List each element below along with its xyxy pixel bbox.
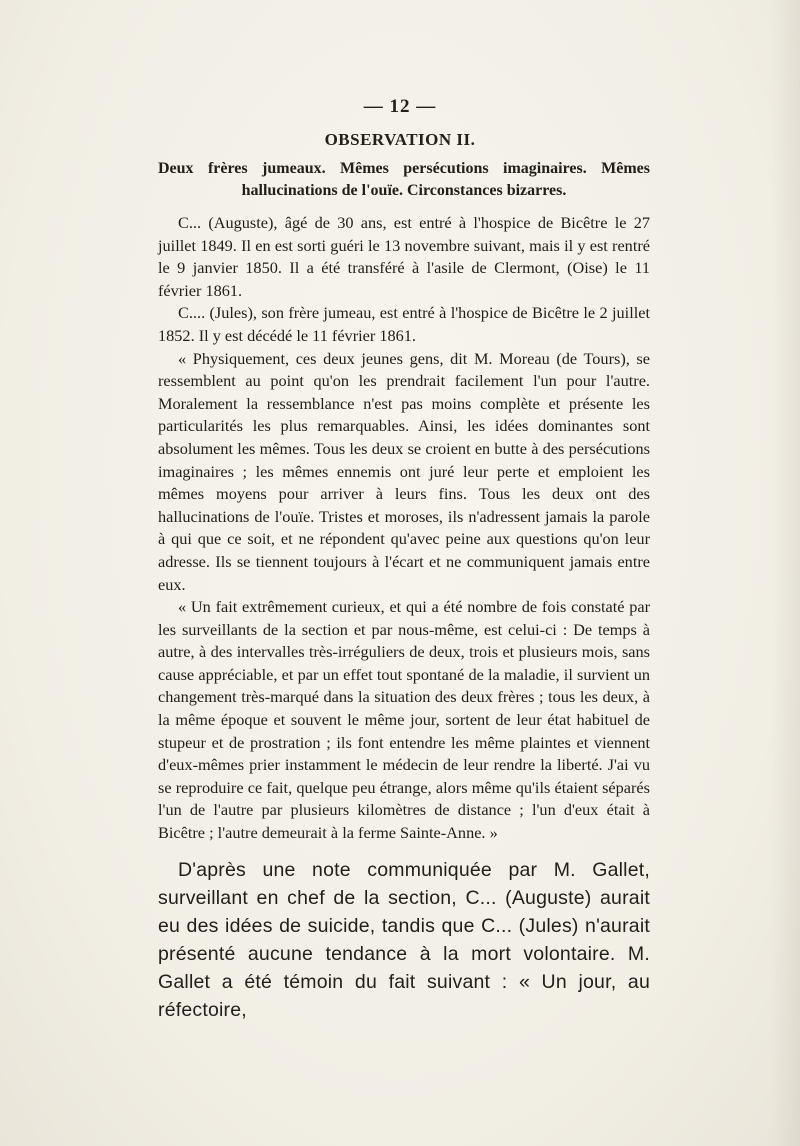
page-number: — 12 — — [363, 96, 437, 117]
observation-heading: OBSERVATION II. — [324, 130, 476, 149]
observation-summary: Deux frères jumeaux. Mêmes persécutions imaginaires. Mêmes hallucinations de l'ouïe. Circonstances bizarres. — [158, 160, 650, 199]
paragraph-curious-fact: « Un fait extrêmement curieux, et qui a été nombre de fois constaté par les surveillants de la section et par nous-même, est celui-ci : De temps à autre, à des intervalles très-irréguliers de deux, trois et plusieurs mois, sans cause appréciable, et par un effet tout spontané de la maladie, il survient un changement très-marqué dans la situation des deux frères ; tous les deux, à la même époque et souvent le même jour, sortent de leur état habituel de stupeur et de prostration ; ils font entendre les même plaintes et viennent d'eux-mêmes prier instamment le médecin de leur rendre la liberté. J'ai vu se reproduire ce fait, quelque peu étrange, alors même qu'ils étaient séparés l'un de l'autre par plusieurs kilomètres de distance ; l'un d'eux était à Bicêtre ; l'autre demeurait à la ferme Sainte-Anne. » — [158, 597, 650, 843]
case-text — [158, 212, 650, 845]
page-edge-shadow — [770, 0, 800, 1146]
paragraph-gallet-note: D'après une note communiquée par M. Gallet, surveillant en chef de la section, C... (Auguste) aurait eu des idées de suicide, tandis que C... (Jules) n'aurait présenté aucune tendance à la mort volontaire. M. Gallet a été témoin du fait suivant : « Un jour, au réfectoire, — [158, 859, 650, 1021]
paragraph-moreau-quote: « Physiquement, ces deux jeunes gens, dit M. Moreau (de Tours), se ressemblent au point qu'on les prendrait facilement l'un pour l'autre. Moralement la ressemblance n'est pas moins complète et présente les particularités les plus remarquables. Ainsi, les idées dominantes sont absolument les mêmes. Tous les deux se croient en butte à des persécutions imaginaires ; les mêmes ennemis ont juré leur perte et emploient les mêmes moyens pour arriver à leurs fins. Tous les deux ont des hallucinations de l'ouïe. Tristes et moroses, ils n'adressent jamais la parole à qui que ce soit, et ne répondent qu'avec peine aux questions qu'on leur adresse. Ils se tiennent toujours à l'écart et ne communiquent jamais entre eux. — [158, 348, 650, 594]
paragraph-auguste: C... (Auguste), âgé de 30 ans, est entré à l'hospice de Bicêtre le 27 juillet 1849. Il en est sorti guéri le 13 novembre suivant, mais il y est rentré le 9 janvier 1850. Il a été transféré à l'asile de Clermont, (Oise) le 11 février 1861. — [158, 213, 650, 300]
paragraph-jules: C.... (Jules), son frère jumeau, est entré à l'hospice de Bicêtre le 2 juillet 1852. Il y est décédé le 11 février 1861. — [158, 303, 650, 345]
gallet-note — [158, 856, 650, 1024]
